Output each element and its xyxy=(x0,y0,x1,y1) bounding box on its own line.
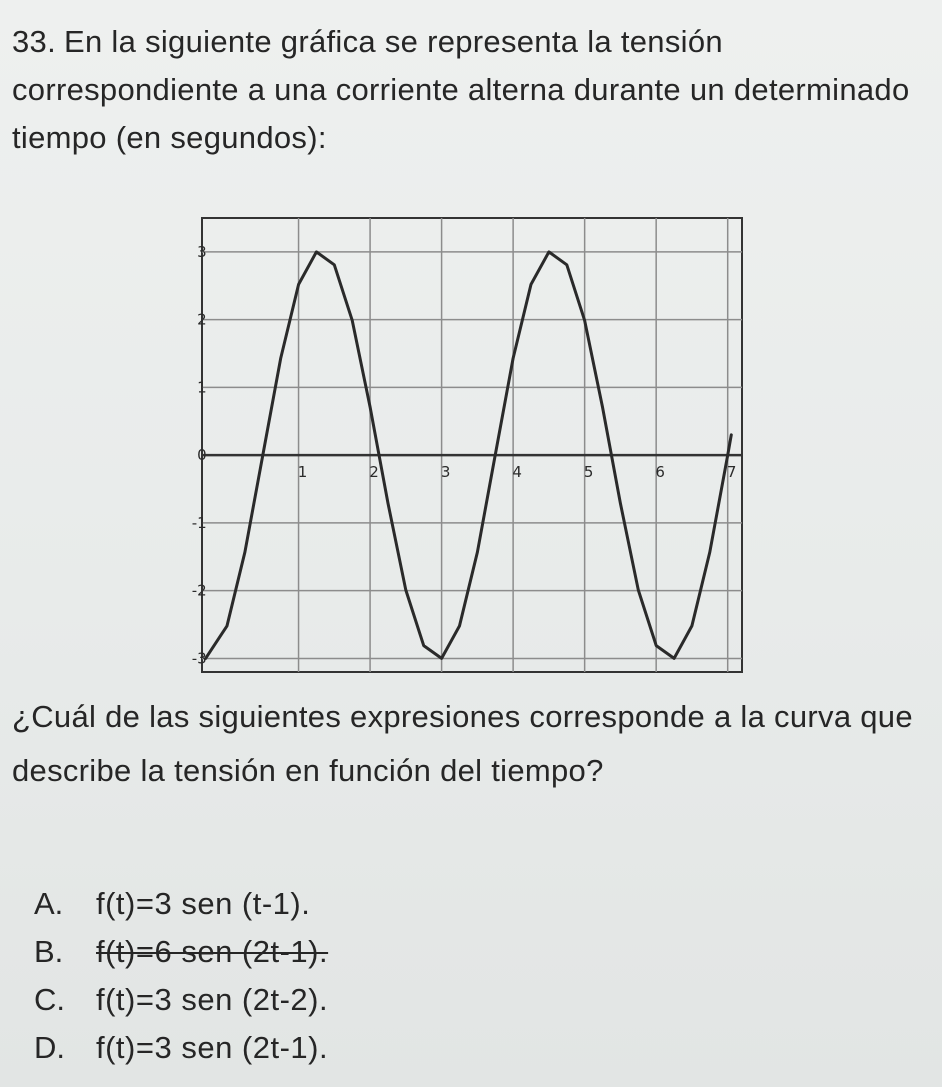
graph-frame xyxy=(202,218,742,672)
y-tick-label: -3 xyxy=(191,649,207,668)
option-b-letter: B. xyxy=(34,934,64,969)
x-tick-label: 5 xyxy=(583,463,594,482)
y-tick-label: 3 xyxy=(197,242,207,261)
y-tick-label: 0 xyxy=(197,446,207,465)
problem-number: 33. xyxy=(12,24,56,59)
x-tick-label: 6 xyxy=(655,463,665,482)
option-d[interactable] xyxy=(34,1024,328,1072)
option-a-expression: f(t)=3 sen (t-1). xyxy=(96,886,311,921)
option-c-letter: C. xyxy=(34,982,65,1017)
voltage-graph xyxy=(180,200,750,690)
option-d-letter: D. xyxy=(34,1030,65,1065)
y-tick-label: 1 xyxy=(197,378,207,397)
problem-text: En la siguiente gráfica se representa la tensión correspondiente a una corriente alterna durante un determinado tiempo (en segundos): xyxy=(12,24,910,155)
option-b[interactable] xyxy=(34,928,328,976)
x-tick-label: 3 xyxy=(440,463,451,482)
option-d-expression: f(t)=3 sen (2t-1). xyxy=(96,1030,329,1065)
y-tick-label: -1 xyxy=(191,513,207,532)
option-b-expression: f(t)=6 sen (2t-1). xyxy=(96,934,329,969)
graph-grid xyxy=(202,218,742,672)
option-a[interactable] xyxy=(34,880,328,928)
x-tick-label: 1 xyxy=(297,463,308,482)
x-tick-label: 7 xyxy=(726,463,737,482)
y-tick-label: 2 xyxy=(197,310,207,329)
option-c-expression: f(t)=3 sen (2t-2). xyxy=(96,982,329,1017)
option-c[interactable] xyxy=(34,976,328,1024)
x-tick-label: 2 xyxy=(369,463,379,482)
answer-options xyxy=(34,880,328,1072)
y-tick-label: -2 xyxy=(191,581,207,600)
x-tick-label: 4 xyxy=(512,463,522,482)
problem-statement xyxy=(12,18,922,162)
option-a-letter: A. xyxy=(34,886,64,921)
question-text: ¿Cuál de las siguientes expresiones corresponde a la curva que describe la tensión en función del tiempo? xyxy=(12,699,913,788)
